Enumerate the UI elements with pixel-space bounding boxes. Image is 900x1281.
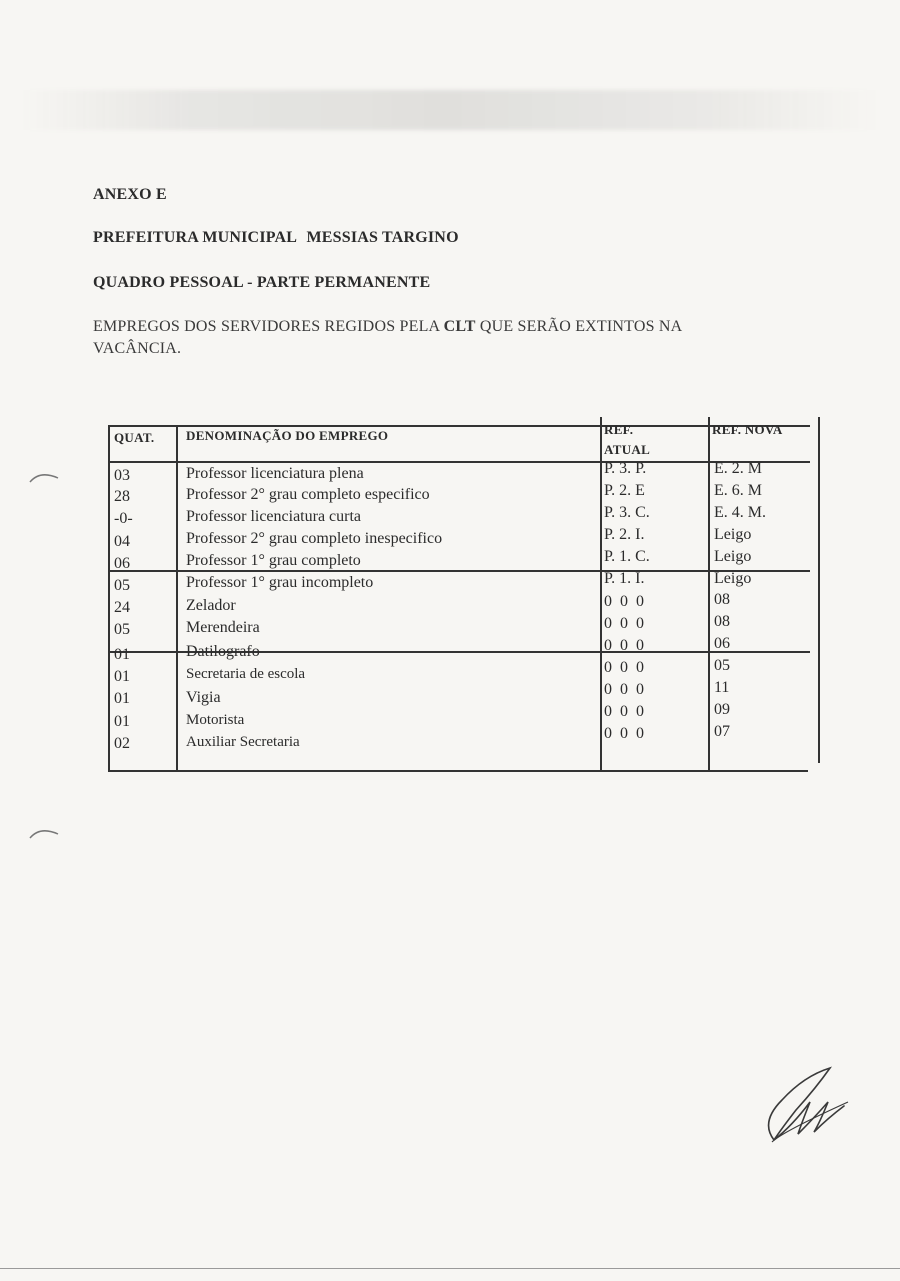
row-9-ref-atual: 0 0 0 (604, 637, 646, 654)
row-3-quat: -0- (114, 510, 133, 527)
row-9-denominacao: Datilografo (186, 643, 260, 660)
row-7-quat: 24 (114, 599, 130, 616)
row-10-denominacao: Secretaria de escola (186, 666, 306, 682)
row-2-ref-nova: E. 6. M (714, 482, 762, 499)
row-10-ref-atual: 0 0 0 (604, 659, 646, 676)
row-4-ref-nova: Leigo (714, 526, 752, 543)
empregos-heading (93, 316, 793, 360)
employment-table (108, 417, 820, 771)
row-12-denominacao: Motorista (186, 712, 245, 728)
table-top-border (108, 425, 810, 427)
row-13-ref-nova: 07 (714, 723, 730, 740)
row-1-quat: 03 (114, 467, 130, 484)
row-9-quat: 01 (114, 646, 130, 663)
empregos-line-1 (93, 316, 793, 338)
row-5-ref-nova: Leigo (714, 548, 752, 565)
quadro-prefix: QUADRO PESSOAL - (93, 274, 253, 291)
row-2-quat: 28 (114, 488, 130, 505)
row-5-ref-atual: P. 1. C. (604, 548, 650, 565)
table-bottom-border (108, 770, 808, 772)
row-13-ref-atual: 0 0 0 (604, 725, 646, 742)
prefeitura-name: MESSIAS TARGINO (306, 229, 459, 246)
empregos-line-2: VACÂNCIA. (93, 340, 182, 357)
row-8-quat: 05 (114, 621, 130, 638)
row-6-quat: 05 (114, 577, 130, 594)
row-3-ref-atual: P. 3. C. (604, 504, 650, 521)
row-13-denominacao: Auxiliar Secretaria (186, 734, 300, 750)
header-ref-atual-1: REF. (604, 422, 634, 437)
header-denominacao: DENOMINAÇÃO DO EMPREGO (186, 428, 389, 443)
scan-artifact (20, 90, 880, 130)
row-8-ref-nova: 08 (714, 613, 730, 630)
row-10-quat: 01 (114, 668, 130, 685)
row-11-denominacao: Vigia (186, 689, 221, 706)
row-2-ref-atual: P. 2. E (604, 482, 645, 499)
row-6-ref-atual: P. 1. I. (604, 570, 645, 587)
row-9-ref-nova: 06 (714, 635, 730, 652)
row-8-denominacao: Merendeira (186, 619, 260, 636)
page-bottom-rule (0, 1268, 900, 1269)
row-7-ref-atual: 0 0 0 (604, 593, 646, 610)
row-4-quat: 04 (114, 533, 130, 550)
header-ref-nova: REF. NOVA (712, 422, 783, 437)
row-7-ref-nova: 08 (714, 591, 730, 608)
col-divider-ref (708, 417, 710, 771)
row-10-ref-nova: 05 (714, 657, 730, 674)
col-divider-den (600, 417, 602, 771)
row-6-ref-nova: Leigo (714, 570, 752, 587)
row-1-ref-nova: E. 2. M (714, 460, 762, 477)
row-3-denominacao: Professor licenciatura curta (186, 508, 362, 525)
row-6-denominacao: Professor 1° grau incompleto (186, 574, 374, 591)
row-11-ref-nova: 11 (714, 679, 730, 696)
empregos-suffix: QUE SERÃO EXTINTOS NA (479, 318, 683, 335)
punch-mark-icon (28, 826, 62, 846)
row-2-denominacao: Professor 2° grau completo especifico (186, 486, 430, 503)
col-divider-quat (176, 425, 178, 771)
signature-icon (752, 1062, 852, 1157)
row-3-ref-nova: E. 4. M. (714, 504, 766, 521)
row-11-ref-atual: 0 0 0 (604, 681, 646, 698)
row-7-denominacao: Zelador (186, 597, 236, 614)
row-8-ref-atual: 0 0 0 (604, 615, 646, 632)
table-left-border (108, 425, 110, 771)
header-ref-atual-2: ATUAL (604, 442, 651, 457)
row-4-ref-atual: P. 2. I. (604, 526, 645, 543)
empregos-prefix: EMPREGOS DOS SERVIDORES REGIDOS PELA (93, 318, 440, 335)
row-4-denominacao: Professor 2° grau completo inespecifico (186, 530, 443, 547)
quadro-bold: PARTE PERMANENTE (256, 274, 431, 291)
row-12-ref-nova: 09 (714, 701, 730, 718)
prefeitura-prefix: PREFEITURA MUNICIPAL (93, 229, 297, 246)
header-quat: QUAT. (114, 430, 155, 445)
row-5-denominacao: Professor 1° grau completo (186, 552, 361, 569)
row-12-quat: 01 (114, 713, 130, 730)
table-right-border (818, 417, 820, 763)
quadro-heading (93, 274, 430, 292)
punch-mark-icon (28, 470, 62, 490)
empregos-clt: CLT (443, 318, 476, 335)
row-5-quat: 06 (114, 555, 130, 572)
row-1-denominacao: Professor licenciatura plena (186, 465, 364, 482)
row-1-ref-atual: P. 3. P. (604, 460, 647, 477)
prefeitura-heading (93, 229, 459, 247)
row-12-ref-atual: 0 0 0 (604, 703, 646, 720)
annex-title: ANEXO E (93, 186, 167, 203)
row-11-quat: 01 (114, 690, 130, 707)
row-13-quat: 02 (114, 735, 130, 752)
